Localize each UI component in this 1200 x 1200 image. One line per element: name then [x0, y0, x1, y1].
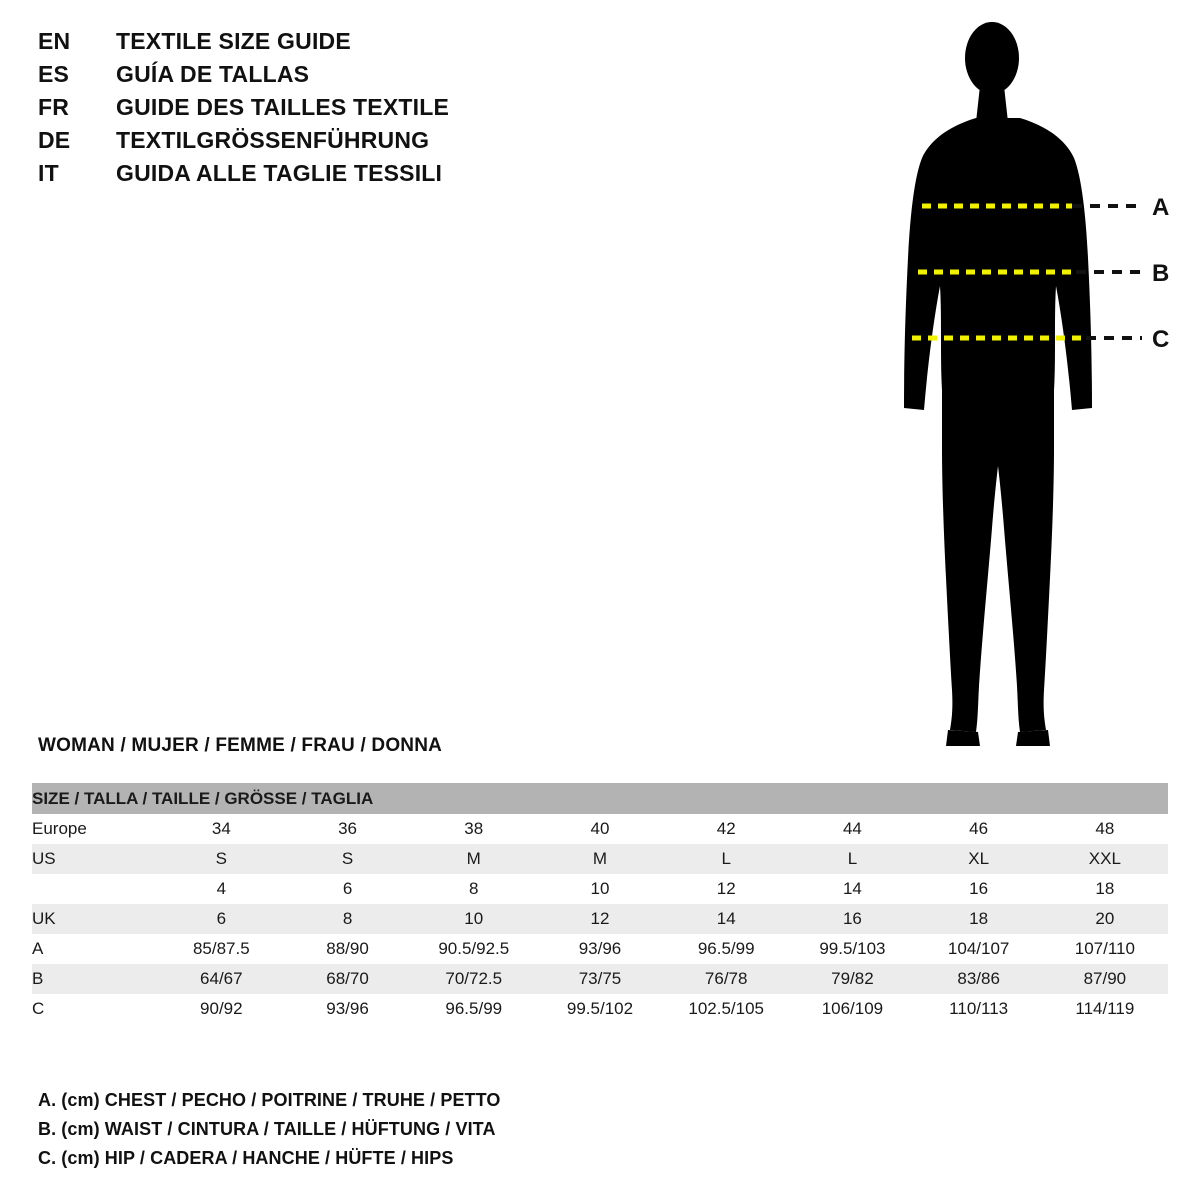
- table-cell: L: [663, 844, 789, 874]
- table-cell: M: [411, 844, 537, 874]
- row-label: UK: [32, 904, 158, 934]
- table-cell: 48: [1042, 814, 1168, 844]
- row-label: B: [32, 964, 158, 994]
- table-cell: 8: [284, 904, 410, 934]
- table-cell: 18: [916, 904, 1042, 934]
- footnote-chest: A. (cm) CHEST / PECHO / POITRINE / TRUHE / PETTO: [38, 1090, 501, 1110]
- table-cell: 18: [1042, 874, 1168, 904]
- table-cell: 10: [537, 874, 663, 904]
- table-cell: S: [158, 844, 284, 874]
- table-cell: 12: [537, 904, 663, 934]
- table-cell: 99.5/103: [789, 934, 915, 964]
- table-cell: 12: [663, 874, 789, 904]
- measure-label-c: C: [1152, 326, 1170, 353]
- table-cell: 6: [284, 874, 410, 904]
- female-silhouette-icon: [860, 18, 1180, 758]
- title-block: [38, 28, 598, 193]
- female-figure-diagram: [860, 18, 1180, 758]
- table-cell: 70/72.5: [411, 964, 537, 994]
- table-cell: S: [284, 844, 410, 874]
- table-cell: 64/67: [158, 964, 284, 994]
- table-cell: 83/86: [916, 964, 1042, 994]
- row-label: US: [32, 844, 158, 874]
- table-row: [32, 814, 1168, 844]
- table-cell: 87/90: [1042, 964, 1168, 994]
- table-cell: 10: [411, 904, 537, 934]
- table-cell: 93/96: [537, 934, 663, 964]
- table-header-row: [32, 783, 1168, 814]
- table-cell: 90/92: [158, 994, 284, 1024]
- footnote-hip: C. (cm) HIP / CADERA / HANCHE / HÜFTE / HIPS: [38, 1148, 454, 1168]
- table-cell: 20: [1042, 904, 1168, 934]
- table-row: [32, 994, 1168, 1024]
- table-cell: 76/78: [663, 964, 789, 994]
- table-cell: 90.5/92.5: [411, 934, 537, 964]
- measure-label-b: B: [1152, 260, 1170, 287]
- title-row: [38, 127, 598, 160]
- table-cell: 88/90: [284, 934, 410, 964]
- row-label: A: [32, 934, 158, 964]
- table-cell: 46: [916, 814, 1042, 844]
- table-cell: 4: [158, 874, 284, 904]
- table-cell: 6: [158, 904, 284, 934]
- table-cell: XXL: [1042, 844, 1168, 874]
- table-cell: 110/113: [916, 994, 1042, 1024]
- row-label: Europe: [32, 814, 158, 844]
- title-language-code: DE: [38, 127, 71, 153]
- row-label: [32, 874, 158, 904]
- table-cell: 107/110: [1042, 934, 1168, 964]
- footnotes-block: [38, 1086, 838, 1173]
- title-row: [38, 28, 598, 61]
- table-row: [32, 934, 1168, 964]
- size-table: [32, 783, 1168, 1024]
- size-table-wrapper: [32, 783, 1168, 1024]
- table-cell: 104/107: [916, 934, 1042, 964]
- measure-label-a: A: [1152, 194, 1170, 221]
- title-text: GUIDA ALLE TAGLIE TESSILI: [116, 160, 443, 186]
- table-cell: 44: [789, 814, 915, 844]
- title-row: [38, 61, 598, 94]
- table-cell: 99.5/102: [537, 994, 663, 1024]
- title-text: GUIDE DES TAILLES TEXTILE: [116, 94, 449, 120]
- table-cell: 38: [411, 814, 537, 844]
- footnote-waist: B. (cm) WAIST / CINTURA / TAILLE / HÜFTUNG / VITA: [38, 1119, 496, 1139]
- table-cell: 96.5/99: [411, 994, 537, 1024]
- title-language-code: ES: [38, 61, 70, 87]
- title-text: TEXTILE SIZE GUIDE: [116, 28, 351, 54]
- table-cell: 102.5/105: [663, 994, 789, 1024]
- table-cell: L: [789, 844, 915, 874]
- table-cell: 114/119: [1042, 994, 1168, 1024]
- table-row: [32, 874, 1168, 904]
- table-cell: 16: [789, 904, 915, 934]
- title-text: GUÍA DE TALLAS: [116, 61, 310, 87]
- title-language-code: IT: [38, 160, 59, 186]
- table-cell: 73/75: [537, 964, 663, 994]
- table-row: [32, 964, 1168, 994]
- table-cell: 14: [789, 874, 915, 904]
- section-heading-woman: WOMAN / MUJER / FEMME / FRAU / DONNA: [38, 735, 443, 756]
- table-cell: 16: [916, 874, 1042, 904]
- title-row: [38, 160, 598, 193]
- table-header-label: SIZE / TALLA / TAILLE / GRÖSSE / TAGLIA: [32, 783, 1168, 814]
- title-row: [38, 94, 598, 127]
- table-cell: 14: [663, 904, 789, 934]
- table-cell: 8: [411, 874, 537, 904]
- table-cell: 85/87.5: [158, 934, 284, 964]
- table-cell: M: [537, 844, 663, 874]
- table-cell: 93/96: [284, 994, 410, 1024]
- table-cell: 68/70: [284, 964, 410, 994]
- table-cell: 42: [663, 814, 789, 844]
- table-cell: 96.5/99: [663, 934, 789, 964]
- table-cell: XL: [916, 844, 1042, 874]
- table-cell: 79/82: [789, 964, 915, 994]
- table-row: [32, 904, 1168, 934]
- row-label: C: [32, 994, 158, 1024]
- table-cell: 40: [537, 814, 663, 844]
- table-row: [32, 844, 1168, 874]
- title-language-code: EN: [38, 28, 71, 54]
- title-language-code: FR: [38, 94, 70, 120]
- title-text: TEXTILGRÖSSENFÜHRUNG: [116, 127, 430, 153]
- table-cell: 36: [284, 814, 410, 844]
- table-cell: 34: [158, 814, 284, 844]
- table-cell: 106/109: [789, 994, 915, 1024]
